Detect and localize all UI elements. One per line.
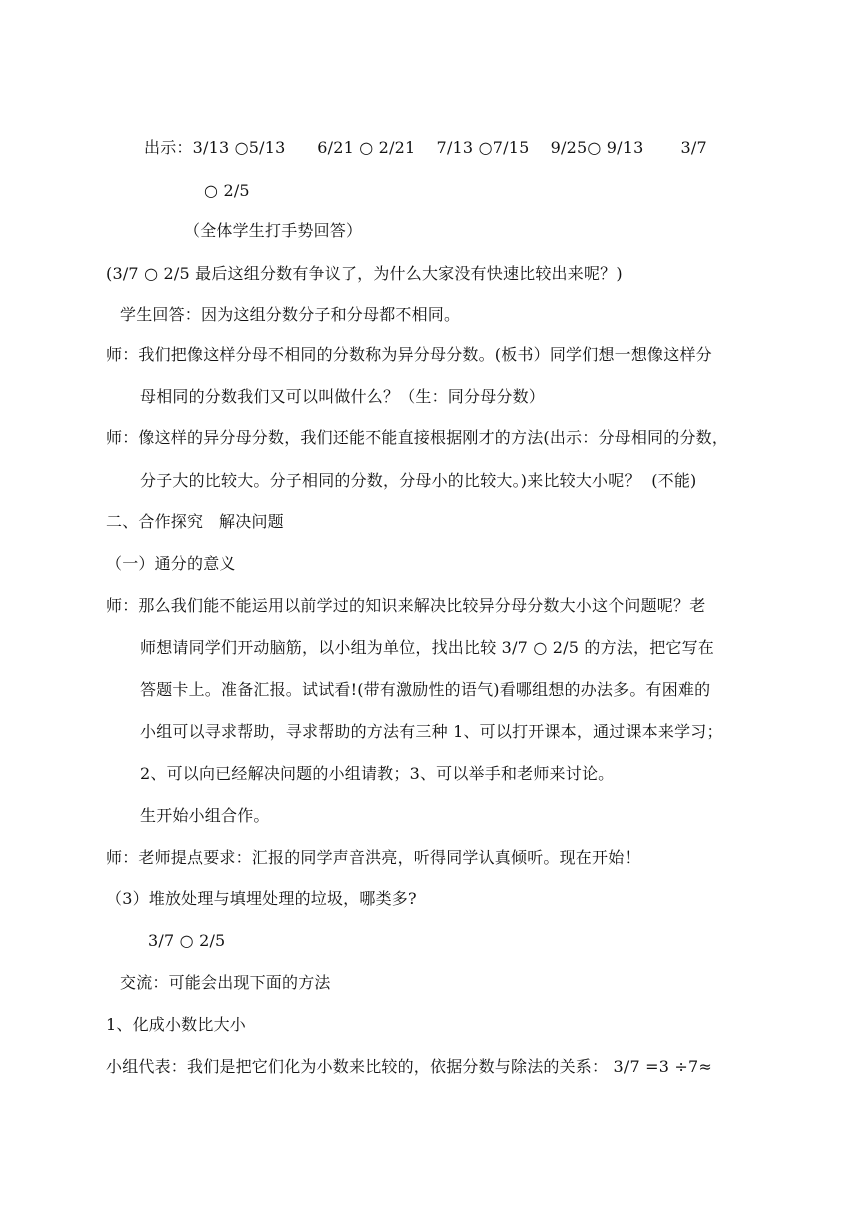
text-line-18: 师：老师提点要求：汇报的同学声音洪亮，听得同学认真倾听。现在开始！ (106, 848, 641, 867)
text-line-8: 师：像这样的异分母分数，我们还能不能直接根据刚才的方法(出示：分母相同的分数， (106, 428, 729, 447)
section-heading: 二、合作探究 解决问题 (106, 512, 284, 531)
text-line-14: 答题卡上。准备汇报。试试看!(带有激励性的语气)看哪组想的办法多。有困难的 (140, 680, 711, 699)
text-line-21: 交流：可能会出现下面的方法 (120, 973, 331, 992)
text-line-4: (3/7 ○ 2/5 最后这组分数有争议了，为什么大家没有快速比较出来呢？) (106, 264, 623, 283)
text-line-20: 3/7 ○ 2/5 (148, 931, 226, 950)
text-line-1: 出示：3/13 ○5/13 6/21 ○ 2/21 7/13 ○7/15 9/25○ 9/13 3/7 (144, 138, 707, 157)
text-line-17: 生开始小组合作。 (140, 806, 270, 825)
text-line-5: 学生回答：因为这组分数分子和分母都不相同。 (120, 305, 461, 324)
text-line-19: （3）堆放处理与填埋处理的垃圾，哪类多? (106, 889, 417, 908)
text-line-3: （全体学生打手势回答） (184, 221, 363, 240)
text-line-6: 师：我们把像这样分母不相同的分数称为异分母分数。(板书）同学们想一想像这样分 (106, 345, 712, 364)
text-line-16: 2、可以向已经解决问题的小组请教；3、可以举手和老师来讨论。 (140, 764, 615, 783)
text-line-15: 小组可以寻求帮助，寻求帮助的方法有三种 1、可以打开课本，通过课本来学习； (140, 722, 723, 741)
text-line-2: ○ 2/5 (204, 181, 250, 200)
text-line-9: 分子大的比较大。分子相同的分数，分母小的比较大。)来比较大小呢？ (不能) (140, 471, 697, 490)
text-line-7: 母相同的分数我们又可以叫做什么？（生：同分母分数） (140, 387, 546, 406)
text-line-12: 师：那么我们能不能运用以前学过的知识来解决比较异分母分数大小这个问题呢？老 (106, 596, 706, 615)
subsection-heading: （一）通分的意义 (106, 554, 236, 573)
text-line-13: 师想请同学们开动脑筋，以小组为单位，找出比较 3/7 ○ 2/5 的方法，把它写在 (140, 638, 715, 657)
text-line-22: 1、化成小数比大小 (106, 1015, 246, 1034)
text-line-23: 小组代表：我们是把它们化为小数来比较的，依据分数与除法的关系： 3/7 =3 ÷7≈ (106, 1057, 712, 1076)
